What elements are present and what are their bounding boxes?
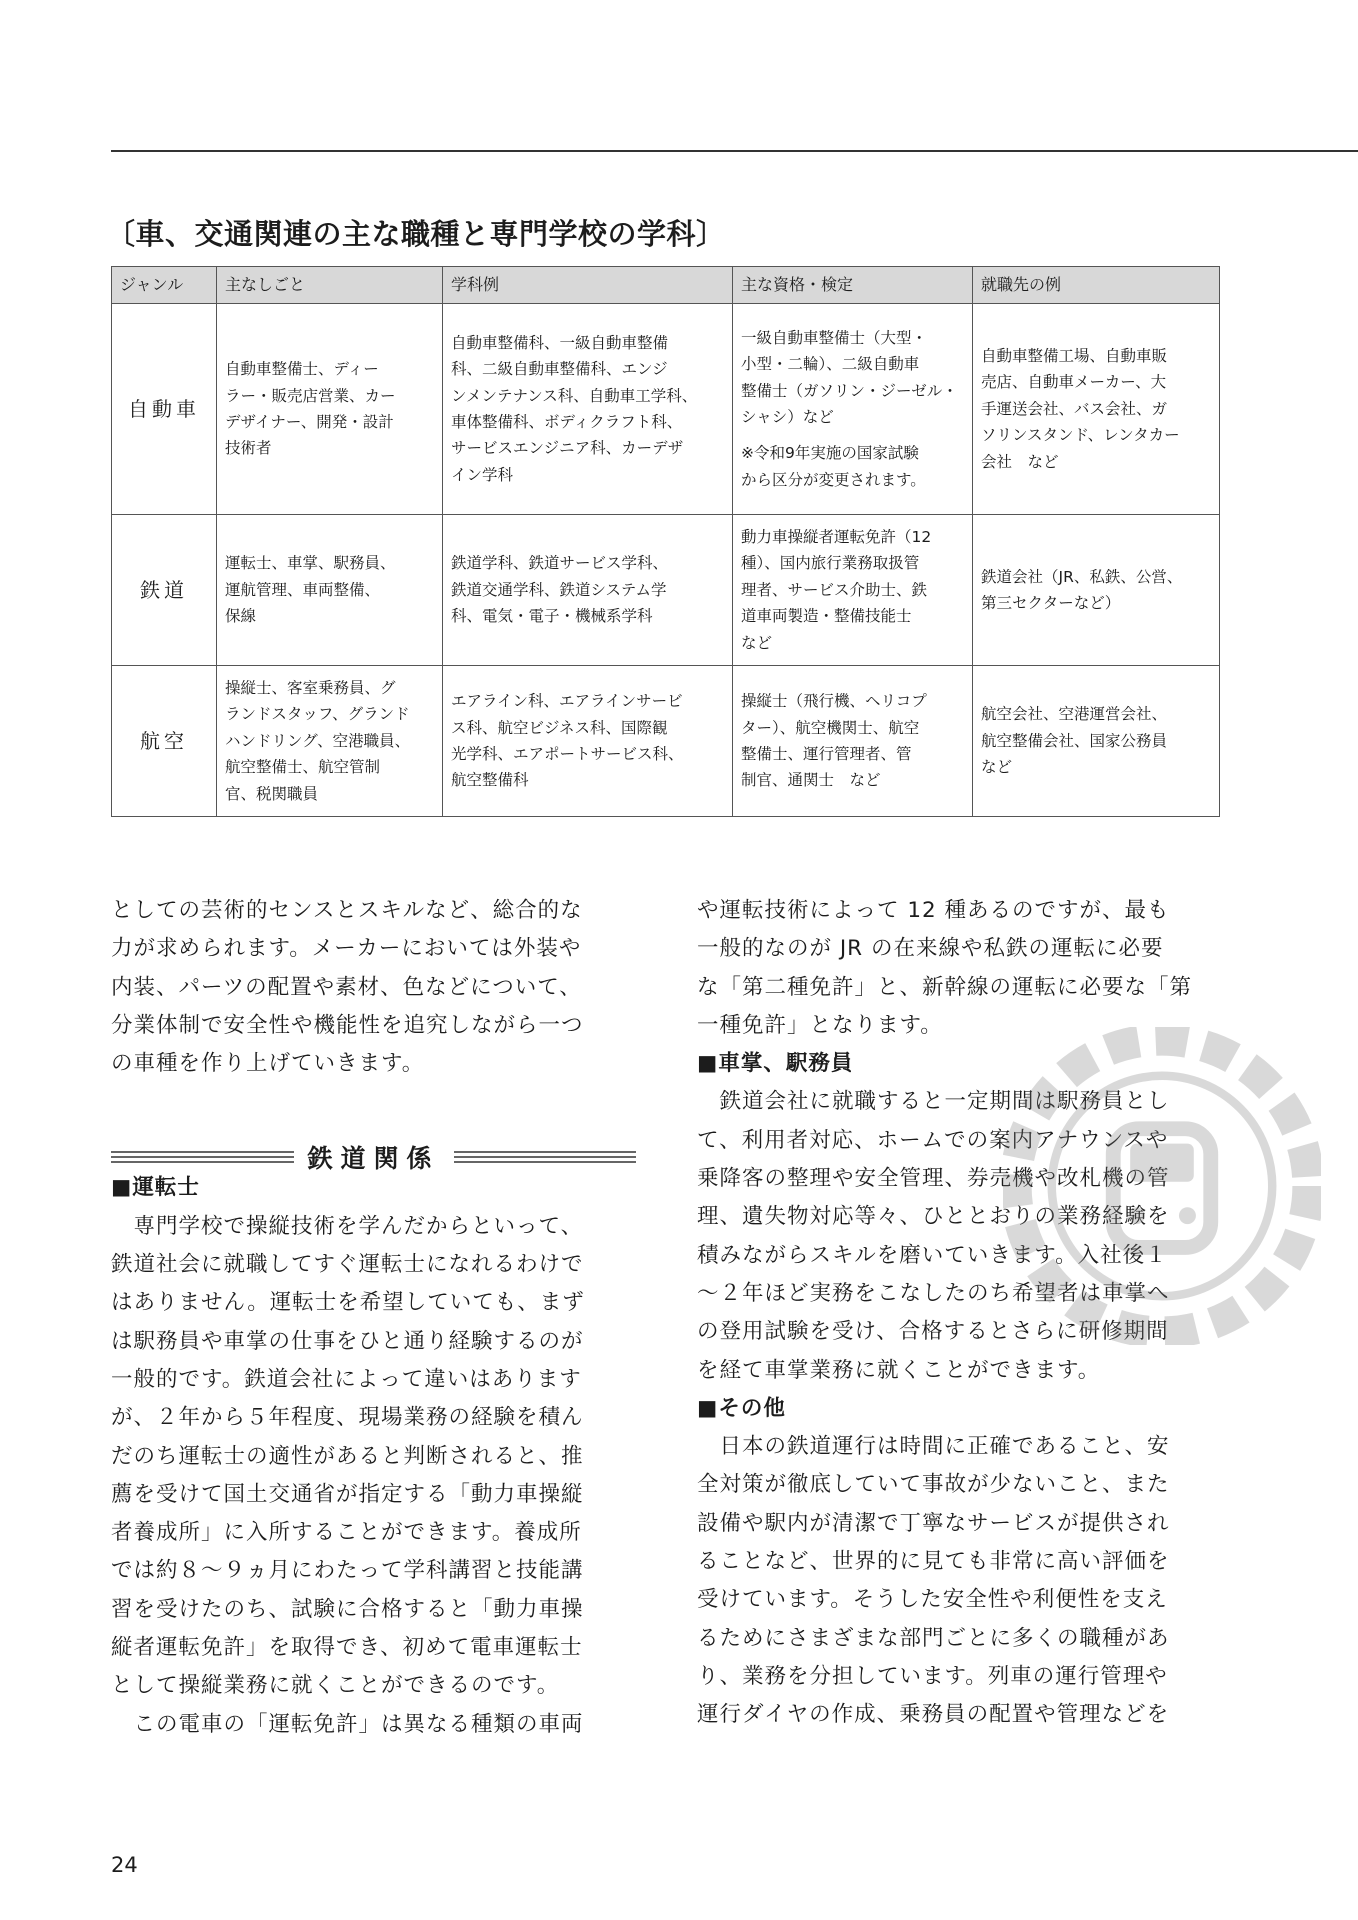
text-line: 鉄道会社に就職すると一定期間は駅務員とし bbox=[697, 1089, 1170, 1115]
text-line: を経て車掌業務に就くことができます。 bbox=[697, 1357, 1101, 1383]
text-line: 縦者運転免許」を取得でき、初めて電車運転士 bbox=[111, 1635, 583, 1661]
text-line: な「第二種免許」と、新幹線の運転に必要な「第 bbox=[697, 974, 1193, 1000]
departments-line: 自動車整備科、一級自動車整備 bbox=[451, 333, 669, 352]
text-line: の登用試験を受け、合格するとさらに研修期間 bbox=[697, 1319, 1169, 1345]
text-line: だのち運転士の適性があると判断されると、推 bbox=[111, 1443, 584, 1469]
jobs-line: 技術者 bbox=[225, 439, 272, 458]
jobs-line: ランドスタッフ、グランド bbox=[225, 705, 410, 724]
text-line: 設備や駅内が清潔で丁寧なサービスが提供され bbox=[697, 1510, 1170, 1536]
page-number: 24 bbox=[111, 1853, 138, 1877]
employers-line: ソリンスタンド、レンタカー bbox=[981, 426, 1180, 445]
departments-line: ス科、航空ビジネス科、国際観 bbox=[451, 718, 668, 737]
departments-line: 航空整備科 bbox=[451, 771, 529, 790]
departments-cell bbox=[443, 304, 733, 515]
text-line: の車種を作り上げていきます。 bbox=[111, 1051, 425, 1077]
departments-line: エアライン科、エアラインサービ bbox=[451, 692, 683, 711]
departments-line: ンメンテナンス科、自動車工学科、 bbox=[451, 386, 698, 405]
subsection-heading: ■その他 bbox=[697, 1395, 786, 1421]
qualifications-cell bbox=[733, 515, 973, 666]
qualifications-line: 種）、国内旅行業務取扱管 bbox=[741, 554, 920, 573]
qualifications-line: シャシ）など bbox=[741, 408, 834, 426]
genre-cell: 鉄道 bbox=[112, 515, 217, 666]
departments-line: 鉄道交通学科、鉄道システム学 bbox=[451, 580, 667, 599]
qualifications-line: 制官、通関士 など bbox=[741, 771, 881, 790]
table-header-row bbox=[112, 267, 1220, 304]
header-employers: 就職先の例 bbox=[973, 267, 1220, 304]
row-aviation bbox=[112, 666, 1220, 817]
jobs-line: 運航管理、車両整備、 bbox=[225, 580, 381, 599]
jobs-cell bbox=[217, 666, 443, 817]
text-line: 乗降客の整理や安全管理、券売機や改札機の管 bbox=[697, 1166, 1170, 1192]
qualifications-cell bbox=[733, 304, 973, 515]
qualifications-line: 操縦士（飛行機、ヘリコプ bbox=[741, 692, 927, 711]
text-line: 積みながらスキルを磨いていきます。入社後１ bbox=[697, 1242, 1168, 1268]
banner-bars-right bbox=[454, 1151, 637, 1163]
text-line: ることなど、世界的に見ても非常に高い評価を bbox=[697, 1549, 1170, 1575]
departments-line: 科、二級自動車整備科、エンジ bbox=[451, 360, 668, 379]
jobs-line: デザイナー、開発・設計 bbox=[225, 413, 394, 431]
text-line: 鉄道社会に就職してすぐ運転士になれるわけで bbox=[111, 1252, 584, 1278]
header-jobs: 主なしごと bbox=[217, 267, 443, 304]
note-line: から区分が変更されます。 bbox=[741, 470, 926, 489]
qualifications-line: 整備士（ガソリン・ジーゼル・ bbox=[741, 381, 958, 400]
train-wheel-emblem-icon bbox=[1003, 1027, 1321, 1345]
text-line: 専門学校で操縦技術を学んだからといって、 bbox=[111, 1213, 584, 1239]
text-line: ～２年ほど実務をこなしたのち希望者は車掌へ bbox=[697, 1280, 1170, 1306]
left-column bbox=[111, 892, 636, 1744]
employers-line: 第三セクターなど） bbox=[981, 594, 1121, 612]
text-line: 分業体制で安全性や機能性を追究しながら一つ bbox=[111, 1012, 584, 1038]
header-genre: ジャンル bbox=[112, 267, 217, 304]
employers-cell bbox=[973, 666, 1220, 817]
text-line: として操縦業務に就くことができるのです。 bbox=[111, 1673, 560, 1699]
text-line: 運行ダイヤの作成、乗務員の配置や管理などを bbox=[697, 1702, 1170, 1728]
jobs-line: 保線 bbox=[225, 607, 257, 626]
text-line: 理、遺失物対応等々、ひととおりの業務経験を bbox=[697, 1204, 1170, 1230]
section-banner bbox=[111, 1140, 636, 1174]
employers-line: 売店、自動車メーカー、大 bbox=[981, 373, 1167, 392]
employers-line: 航空会社、空港運営会社、 bbox=[981, 705, 1168, 724]
text-line: 一般的です。鉄道会社によって違いはあります bbox=[111, 1366, 582, 1392]
jobs-line: 操縦士、客室乗務員、グ bbox=[225, 679, 396, 698]
row-railway bbox=[112, 515, 1220, 666]
text-line: としての芸術的センスとスキルなど、総合的な bbox=[111, 898, 583, 923]
jobs-line: 官、税関職員 bbox=[225, 784, 319, 803]
text-line: るためにさまざまな部門ごとに多くの職種があ bbox=[697, 1625, 1170, 1651]
text-line: 日本の鉄道運行は時間に正確であること、安 bbox=[697, 1434, 1170, 1460]
departments-line: サービスエンジニア科、カーデザ bbox=[451, 439, 684, 458]
employers-line: 自動車整備工場、自動車販 bbox=[981, 347, 1168, 366]
text-line: 受けています。そうした安全性や利便性を支え bbox=[697, 1587, 1168, 1613]
qualifications-line: 整備士、運行管理者、管 bbox=[741, 745, 912, 763]
qualifications-line: など bbox=[741, 633, 773, 652]
genre-cell: 航空 bbox=[112, 666, 217, 817]
text-line: 一種免許」となります。 bbox=[697, 1012, 943, 1038]
departments-cell bbox=[443, 666, 733, 817]
jobs-cell bbox=[217, 304, 443, 515]
qualifications-cell bbox=[733, 666, 973, 817]
row-automobile bbox=[112, 304, 1220, 515]
departments-line: イン学科 bbox=[451, 465, 514, 484]
qualifications-line: ター）、航空機関士、航空 bbox=[741, 718, 920, 737]
text-line: り、業務を分担しています。列車の運行管理や bbox=[697, 1663, 1168, 1689]
text-line: 者養成所」に入所することができます。養成所 bbox=[111, 1520, 582, 1546]
top-rule bbox=[111, 150, 1358, 152]
departments-line: 光学科、エアポートサービス科、 bbox=[451, 745, 684, 763]
departments-line: 車体整備科、ボディクラフト科、 bbox=[451, 413, 683, 431]
paragraph bbox=[697, 1428, 1222, 1734]
employers-line: 鉄道会社（JR、私鉄、公営、 bbox=[981, 567, 1183, 586]
header-departments: 学科例 bbox=[443, 267, 733, 304]
subsection-heading-driver: ■運転士 bbox=[111, 1175, 200, 1201]
qualifications-line: 動力車操縦者運転免許（12 bbox=[741, 528, 932, 547]
text-line: や運転技術によって 12 種あるのですが、最も bbox=[697, 898, 1170, 923]
jobs-line: 運転士、車掌、駅務員、 bbox=[225, 554, 396, 573]
jobs-line: ラー・販売店営業、カー bbox=[225, 386, 396, 405]
text-line: 薦を受けて国土交通省が指定する「動力車操縦 bbox=[111, 1481, 584, 1507]
employers-line: 航空整備会社、国家公務員 bbox=[981, 731, 1168, 750]
employers-line: など bbox=[981, 758, 1013, 777]
employers-cell bbox=[973, 515, 1220, 666]
text-line: て、利用者対応、ホームでの案内アナウンスや bbox=[697, 1127, 1169, 1153]
text-line: 内装、パーツの配置や素材、色などについて、 bbox=[111, 974, 582, 1000]
header-qualifications: 主な資格・検定 bbox=[733, 267, 973, 304]
departments-line: 科、電気・電子・機械系学科 bbox=[451, 607, 653, 626]
qualifications-line: 一級自動車整備士（大型・ bbox=[741, 328, 928, 347]
banner-bars-left bbox=[111, 1151, 294, 1163]
genre-cell: 自動車 bbox=[112, 304, 217, 515]
qualifications-line: 理者、サービス介助士、鉄 bbox=[741, 580, 928, 599]
employers-line: 会社 など bbox=[981, 452, 1059, 471]
paragraph bbox=[697, 892, 1222, 1045]
section-title: 鉄道関係 bbox=[307, 1144, 440, 1173]
table-caption: 〔車、交通関連の主な職種と専門学校の学科〕 bbox=[106, 217, 726, 251]
jobs-cell bbox=[217, 515, 443, 666]
qualifications-line: 道車両製造・整備技能士 bbox=[741, 607, 912, 626]
qualifications-line: 小型・二輪）、二級自動車 bbox=[741, 355, 920, 374]
departments-cell bbox=[443, 515, 733, 666]
text-line: はありません。運転士を希望していても、まず bbox=[111, 1290, 585, 1316]
qualification-note bbox=[741, 440, 964, 493]
employers-cell bbox=[973, 304, 1220, 515]
text-line: は駅務員や車掌の仕事をひと通り経験するのが bbox=[111, 1328, 584, 1354]
careers-table bbox=[111, 266, 1220, 817]
departments-line: 鉄道学科、鉄道サービス学科、 bbox=[451, 554, 669, 573]
note-line: ※令和9年実施の国家試験 bbox=[741, 444, 919, 463]
intro-paragraph bbox=[111, 892, 636, 1083]
text-line: 全対策が徹底していて事故が少ないこと、また bbox=[697, 1472, 1170, 1498]
employers-line: 手運送会社、バス会社、ガ bbox=[981, 399, 1168, 418]
jobs-line: ハンドリング、空港職員、 bbox=[225, 731, 411, 750]
text-line: この電車の「運転免許」は異なる種類の車両 bbox=[111, 1711, 584, 1737]
driver-paragraph bbox=[111, 1208, 636, 1744]
text-line: 力が求められます。メーカーにおいては外装や bbox=[111, 936, 582, 962]
text-line: 習を受けたのち、試験に合格すると「動力車操 bbox=[111, 1596, 584, 1622]
text-line: 一般的なのが JR の在来線や私鉄の運転に必要 bbox=[697, 936, 1164, 962]
text-line: では約８～９ヵ月にわたって学科講習と技能講 bbox=[111, 1558, 584, 1584]
jobs-line: 航空整備士、航空管制 bbox=[225, 758, 381, 777]
subsection-heading: ■車掌、駅務員 bbox=[697, 1051, 854, 1077]
text-line: が、２年から５年程度、現場業務の経験を積ん bbox=[111, 1405, 584, 1431]
jobs-line: 自動車整備士、ディー bbox=[225, 360, 379, 379]
